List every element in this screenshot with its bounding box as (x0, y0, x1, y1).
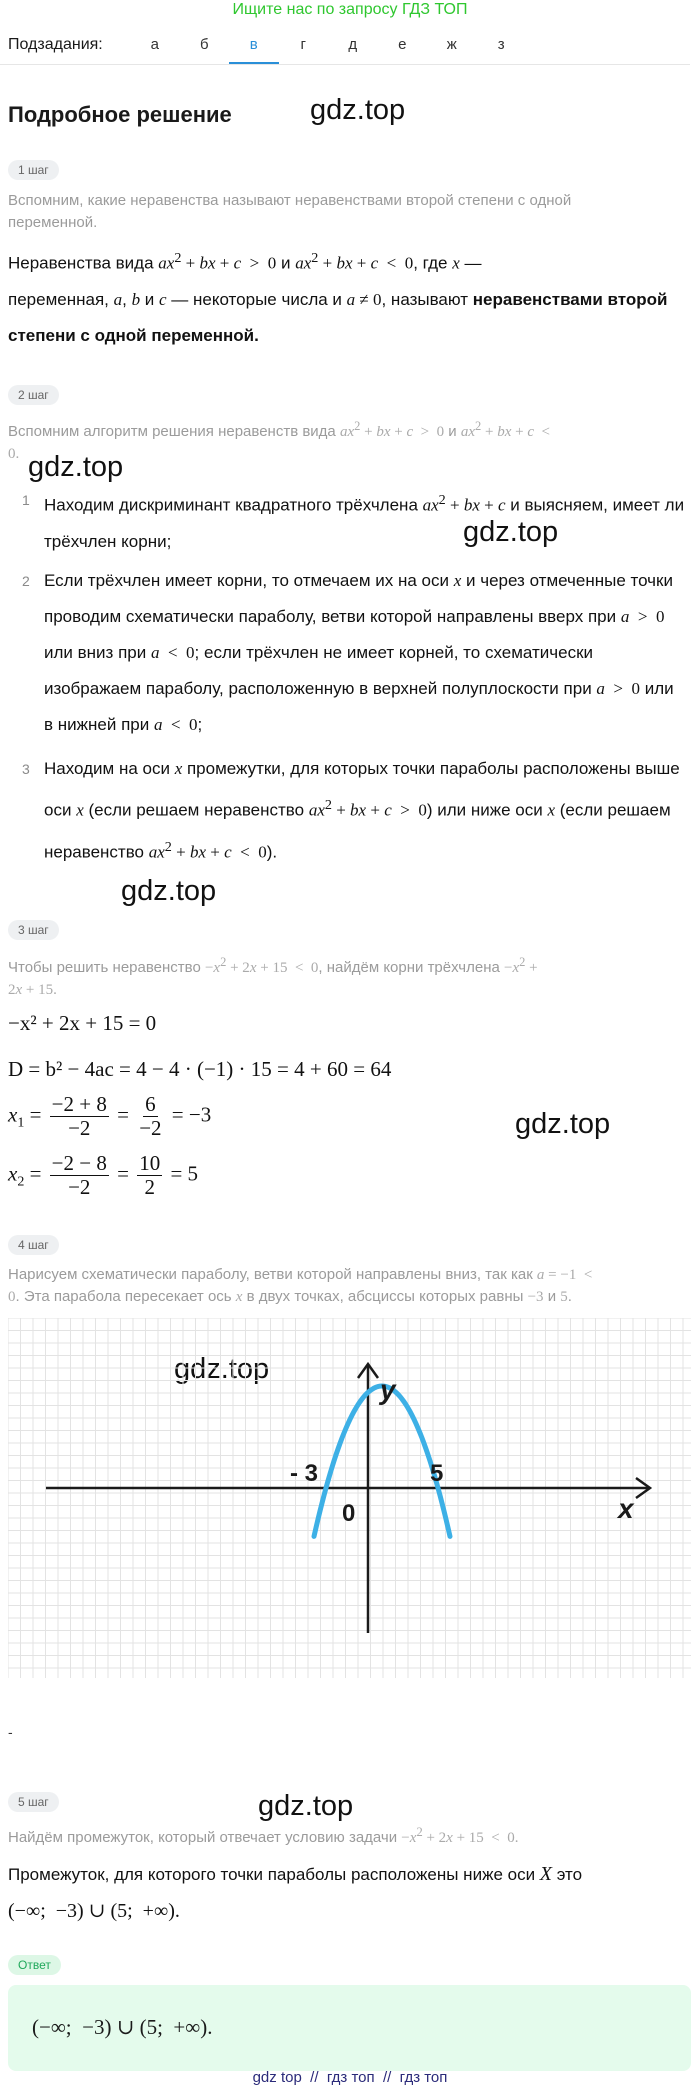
step3-intro: Чтобы решить неравенство $-x^2 + 2x + 15 < 0$, найдём корни трёхчлена $-x^2$ + 2x + 15. (8, 955, 538, 998)
right-root-label: 5 (430, 1460, 444, 1487)
subtask-tab-zh[interactable]: ж (446, 36, 457, 53)
step-badge: 3 шаг (8, 920, 59, 940)
watermark: gdz.top (515, 1108, 611, 1140)
watermark: gdz.top (310, 94, 406, 126)
answer-value: (−∞; −3) ∪ (5; +∞). (32, 2015, 213, 2039)
step-badge: 4 шаг (8, 1235, 59, 1255)
watermark: gdz.top (463, 516, 559, 548)
x-axis-label: x (618, 1493, 634, 1524)
footer-link[interactable]: gdz top (252, 2069, 302, 2086)
subtask-tab-d[interactable]: д (348, 36, 358, 53)
subtask-tab-e[interactable]: е (398, 36, 407, 53)
watermark: gdz.top (174, 1353, 270, 1385)
subtasks-tabs (130, 36, 526, 64)
step-badge: 5 шаг (8, 1792, 59, 1812)
subtask-tab-a[interactable]: а (150, 36, 159, 53)
dash-mark: - (8, 1724, 13, 1740)
step-badge: 1 шаг (8, 160, 59, 180)
algorithm-item-2: 2 Если трёхчлен имеет корни, то отмечаем их на оси x и через отмеченные точки проводим схематически параболу, ветви которой направлены вверх при a > 0 или вниз при a < 0; если трёхчлен не имеет корней, то схематически изображаем параболу, расположенную в верхней полуплоскости при a > 0 или в нижней при a < 0; (22, 571, 674, 734)
subtask-tab-g[interactable]: г (300, 36, 306, 53)
left-root-label: - 3 (290, 1460, 319, 1487)
answer-badge: Ответ (8, 1955, 61, 1975)
algorithm-item-1: 1 Находим дискриминант квадратного трёхчлена $ax^2$ + bx + c и выясняем, имеет ли трёхчлен корни; (22, 492, 685, 551)
equation-quadratic: −x² + 2x + 15 = 0 (8, 1011, 157, 1035)
subtasks-divider (0, 64, 690, 65)
step-badge: 2 шаг (8, 385, 59, 405)
equation-root-x2: $x_2$ = $\frac{-2 - 8}{-2}$ = $\frac{10}{2}$ = 5 (8, 1151, 199, 1200)
step1-intro: Вспомним, какие неравенства называют неравенствами второй степени с одной переменной. (8, 192, 572, 231)
page-title: Подробное решение (8, 102, 232, 127)
subtasks-label: Подзадания: (8, 36, 103, 53)
step1-text: Неравенства вида $ax^2$ + bx + c > 0 и $ax^2$ + bx + c < 0, где x — переменная, a, b и c — некоторые числа и a ≠ 0, называют неравенствами второй степени с одной переменной. (8, 250, 668, 345)
step2-intro: Вспомним алгоритм решения неравенств вида $ax^2$ + bx + c > 0 и $ax^2$ + bx + c < 0. (8, 419, 551, 462)
subtask-tab-z[interactable]: з (497, 36, 505, 53)
equation-root-x1: $x_1$ = $\frac{-2 + 8}{-2}$ = $\frac{6}{-2}$ = −3 (8, 1092, 212, 1141)
algorithm-item-3: 3 Находим на оси x промежутки, для которых точки параболы расположены выше оси x (если решаем неравенство $ax^2$ + bx + c > 0) или ниже оси x (если решаем неравенство $ax^2$ + bx + c < 0). (22, 759, 680, 862)
footer-links (0, 2069, 700, 2086)
step4-intro: Нарисуем схематически параболу, ветви которой направлены вниз, так как a = −1 < 0. Эта парабола пересекает ось x в двух точках, абсциссы которых равны −3 и 5. (8, 1266, 593, 1305)
footer-link[interactable]: гдз топ (326, 2069, 375, 2086)
answer-box (8, 1985, 691, 2071)
watermark: gdz.top (121, 875, 217, 907)
subtask-tab-v[interactable]: в (229, 36, 279, 64)
grid (8, 1318, 691, 1678)
equation-discriminant: D = b² − 4ac = 4 − 4 · (−1) · 15 = 4 + 60 = 64 (8, 1057, 392, 1081)
footer-separator: // (310, 2069, 319, 2086)
subtask-tab-b[interactable]: б (199, 36, 209, 53)
origin-label: 0 (342, 1500, 356, 1527)
step5-text: Промежуток, для которого точки параболы расположены ниже оси X это (−∞; −3) ∪ (5; +∞). (8, 1863, 583, 1922)
step5-intro: Найдём промежуток, который отвечает условию задачи $-x^2 + 2x + 15 < 0$. (8, 1825, 519, 1846)
watermark: gdz.top (258, 1790, 354, 1822)
y-axis-label: y (380, 1374, 396, 1405)
top-search-link[interactable]: Ищите нас по запросу ГДЗ ТОП (232, 1, 468, 18)
footer-separator: // (382, 2069, 392, 2086)
watermark: gdz.top (28, 451, 124, 483)
parabola-graph (8, 1318, 691, 1678)
footer-link[interactable]: гдз топ (399, 2069, 448, 2086)
